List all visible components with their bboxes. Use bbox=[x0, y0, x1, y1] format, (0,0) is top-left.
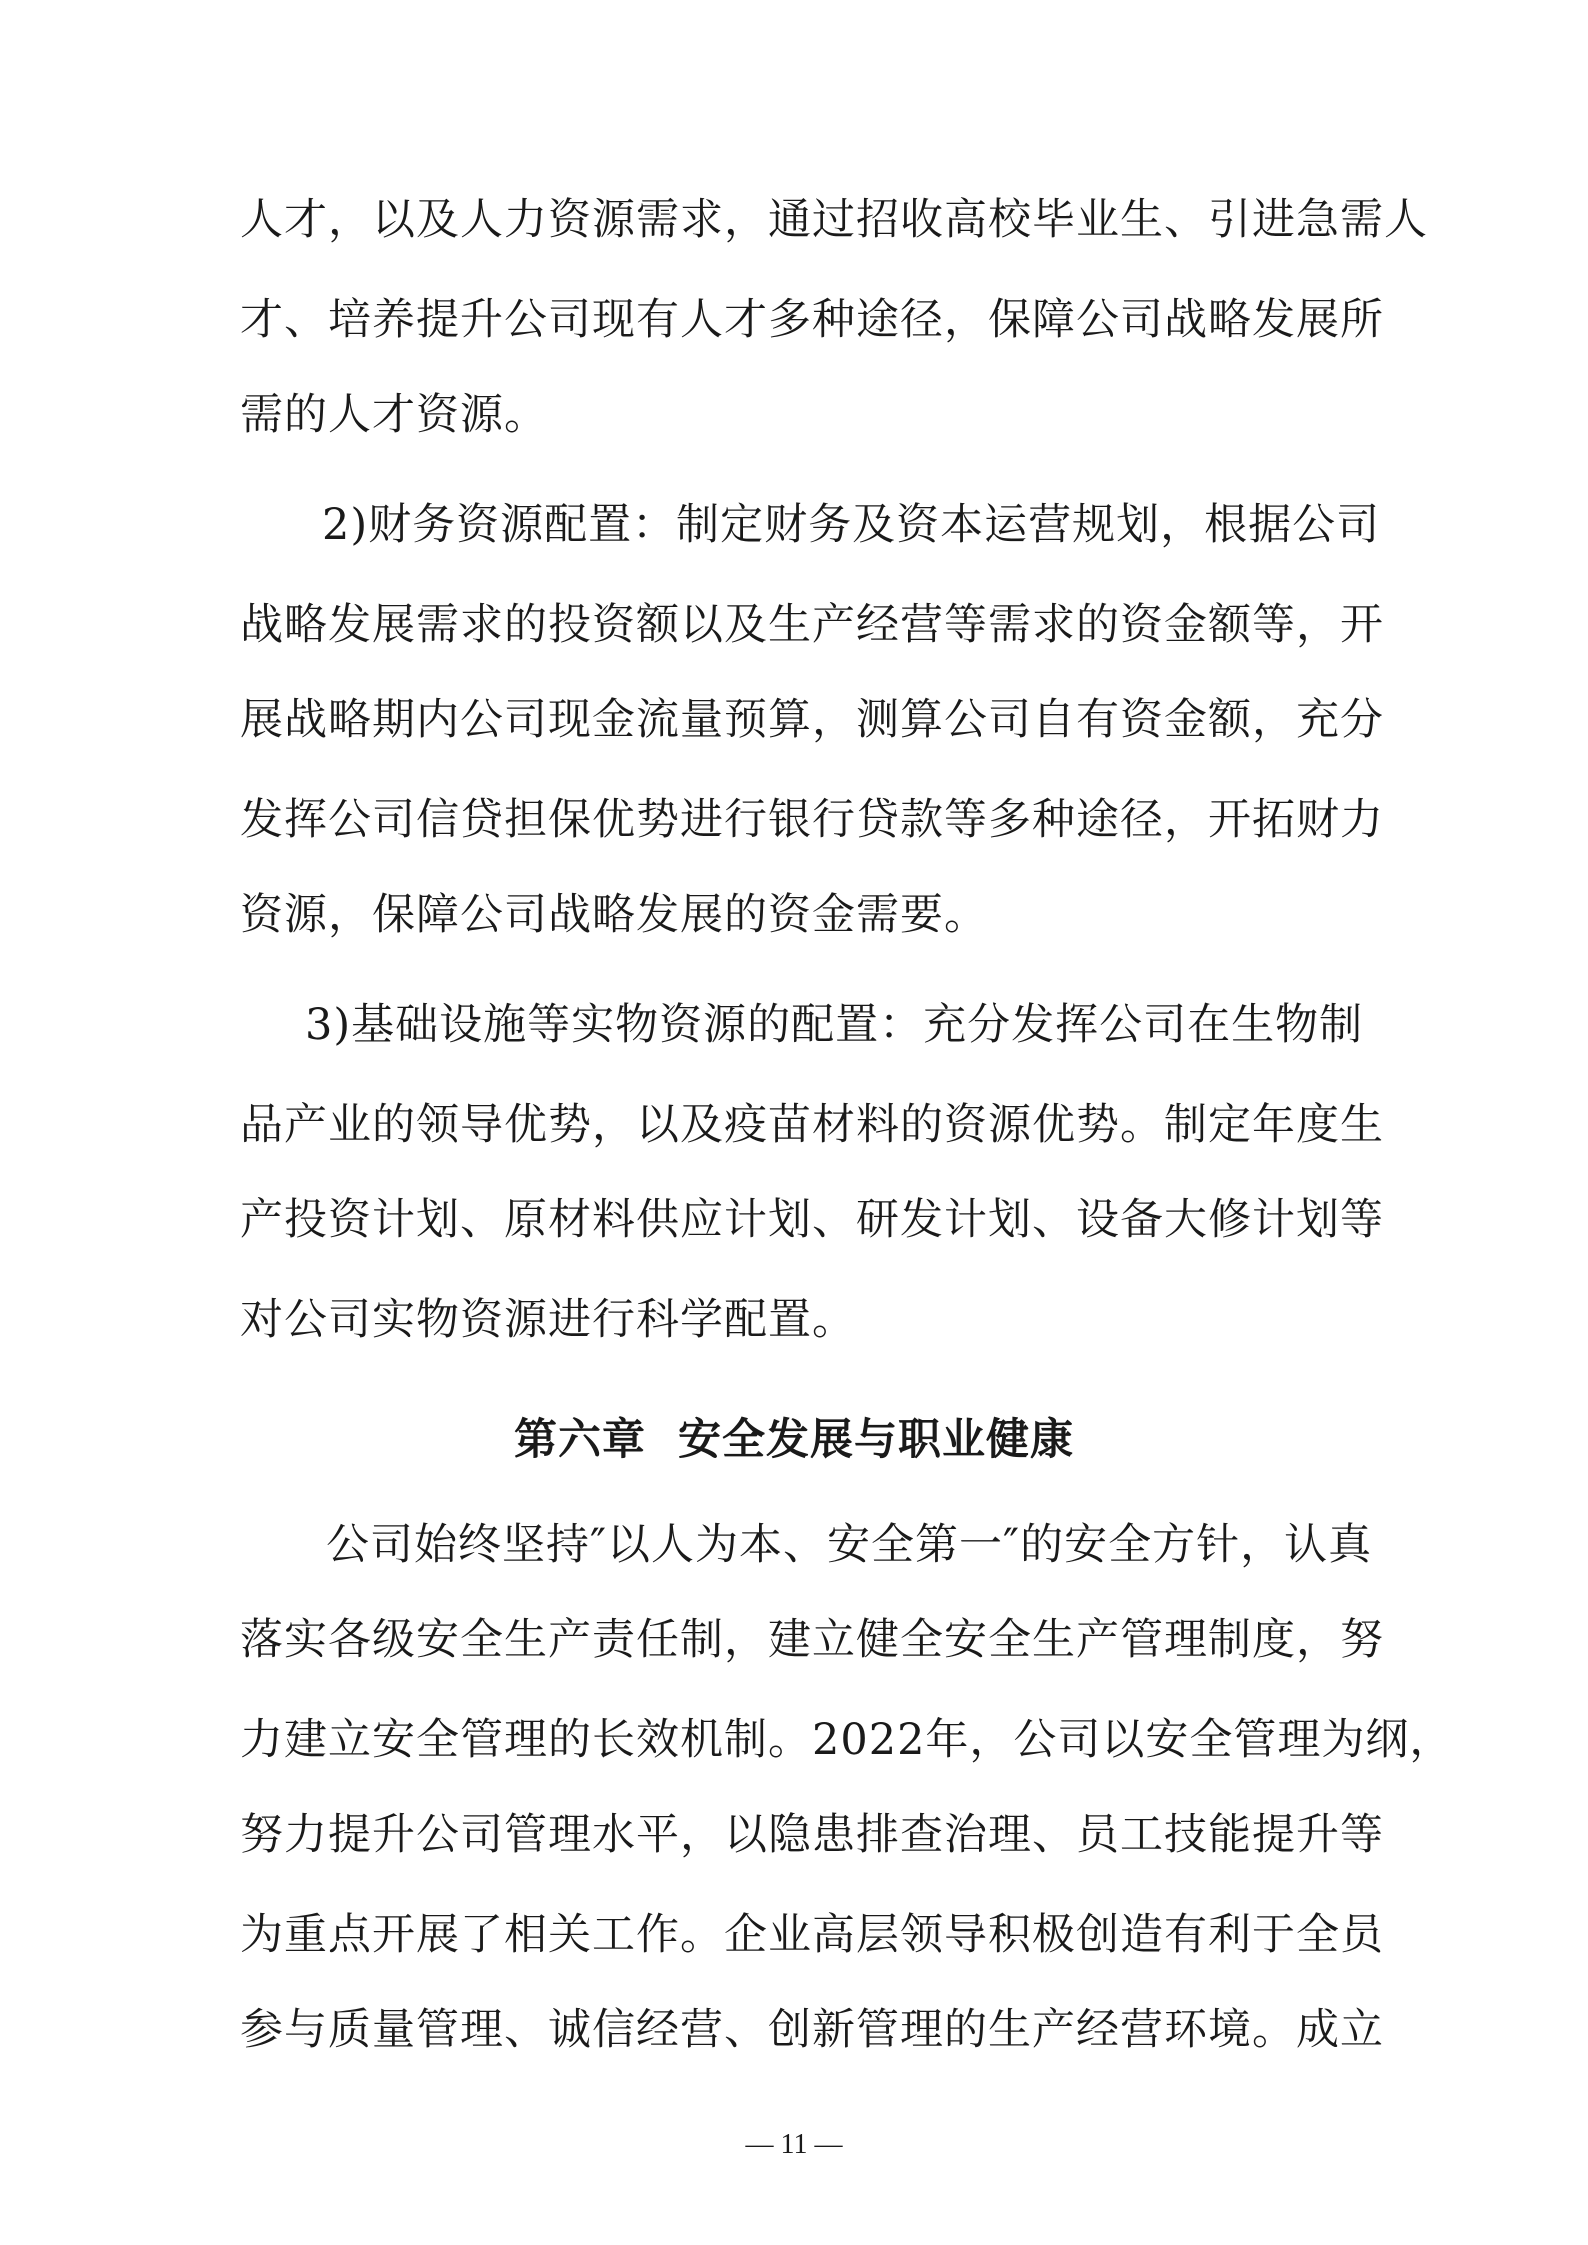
paragraph-3-line-2: 品产业的领导优势，以及疫苗材料的资源优势。制定年度生 bbox=[240, 1100, 1384, 1150]
paragraph-4-line-6: 参与质量管理、诚信经营、创新管理的生产经营环境。成立 bbox=[240, 2005, 1384, 2055]
paragraph-1-line-3: 需的人才资源。 bbox=[240, 390, 548, 440]
paragraph-4-line-4: 努力提升公司管理水平，以隐患排查治理、员工技能提升等 bbox=[240, 1810, 1384, 1860]
paragraph-2-line-3: 展战略期内公司现金流量预算，测算公司自有资金额，充分 bbox=[240, 695, 1384, 745]
paragraph-4-line-2: 落实各级安全生产责任制，建立健全安全生产管理制度，努 bbox=[240, 1615, 1384, 1665]
paragraph-2-line-2: 战略发展需求的投资额以及生产经营等需求的资金额等，开 bbox=[240, 600, 1384, 650]
chapter-heading: 第六章 安全发展与职业健康 bbox=[514, 1415, 1074, 1465]
page-number: — 11 — bbox=[745, 2129, 843, 2160]
paragraph-4-line-3: 力建立安全管理的长效机制。2022年，公司以安全管理为纲， bbox=[240, 1715, 1454, 1765]
paragraph-2-line-5: 资源，保障公司战略发展的资金需要。 bbox=[240, 890, 988, 940]
paragraph-3-line-1: 3)基础设施等实物资源的配置：充分发挥公司在生物制 bbox=[305, 1000, 1364, 1050]
paragraph-1-line-1: 人才，以及人力资源需求，通过招收高校毕业生、引进急需人 bbox=[240, 195, 1428, 245]
paragraph-1-line-2: 才、培养提升公司现有人才多种途径，保障公司战略发展所 bbox=[240, 295, 1384, 345]
paragraph-4-line-1: 公司始终坚持″以人为本、安全第一″的安全方针，认真 bbox=[326, 1520, 1373, 1570]
paragraph-3-line-4: 对公司实物资源进行科学配置。 bbox=[240, 1295, 856, 1345]
paragraph-3-line-3: 产投资计划、原材料供应计划、研发计划、设备大修计划等 bbox=[240, 1195, 1384, 1245]
paragraph-2-line-4: 发挥公司信贷担保优势进行银行贷款等多种途径，开拓财力 bbox=[240, 795, 1384, 845]
paragraph-4-line-5: 为重点开展了相关工作。企业高层领导积极创造有利于全员 bbox=[240, 1910, 1384, 1960]
paragraph-2-line-1: 2)财务资源配置：制定财务及资本运营规划，根据公司 bbox=[322, 500, 1381, 550]
